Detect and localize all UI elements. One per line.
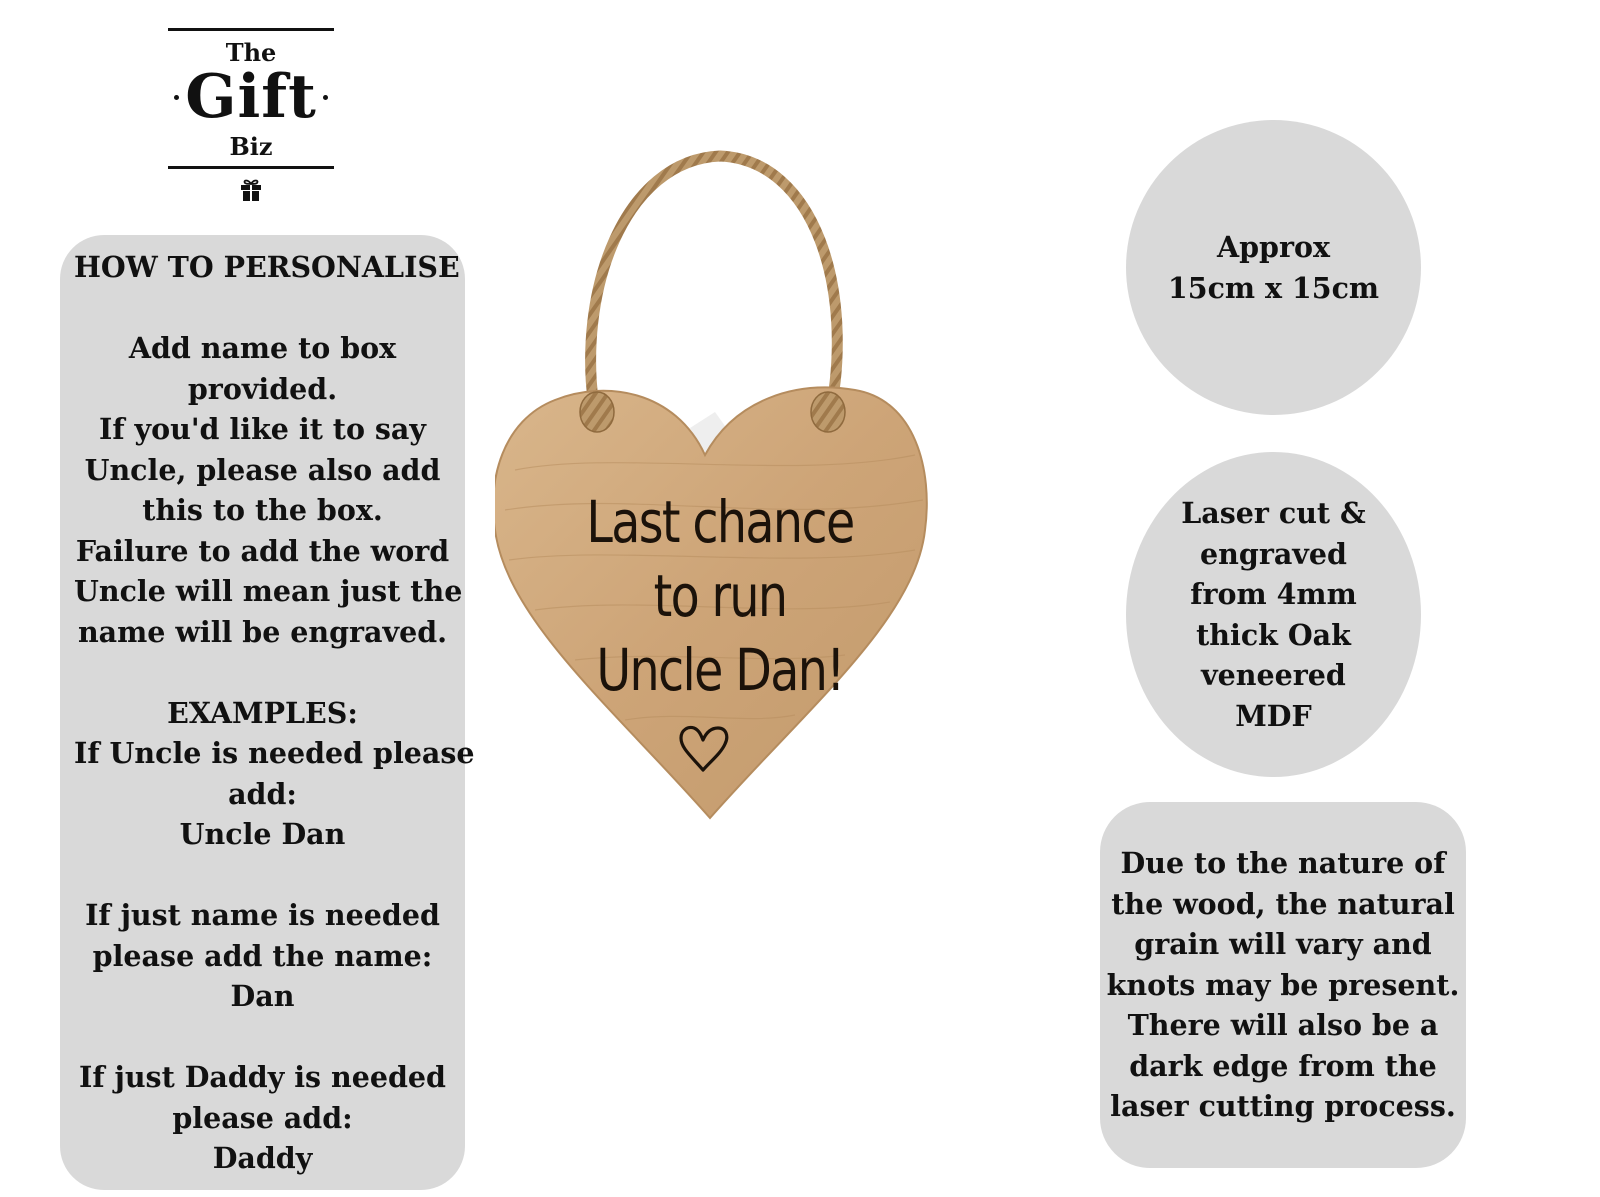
wood-note-line: Due to the nature of	[1120, 846, 1446, 881]
instruction-line: If you'd like it to say	[99, 412, 426, 446]
example-value: Dan	[230, 979, 295, 1013]
example-line: If just Daddy is needed	[79, 1060, 446, 1094]
personalise-instructions-panel	[60, 235, 475, 1190]
instruction-line: provided.	[187, 371, 338, 406]
wood-note-line: There will also be a	[1127, 1008, 1439, 1043]
material-line: MDF	[1235, 698, 1312, 733]
logo-right-dot	[323, 95, 328, 100]
gift-box-icon	[240, 178, 262, 202]
size-info-circle	[1126, 120, 1421, 415]
logo-word-gift: Gift	[185, 62, 317, 132]
example-line: add:	[228, 776, 297, 811]
size-line: Approx	[1217, 230, 1330, 264]
instruction-line: Failure to add the word	[75, 533, 450, 568]
logo-word-the: The	[225, 38, 277, 67]
instruction-line: Uncle, please also add	[84, 452, 441, 487]
instruction-line: name will be engraved.	[77, 614, 448, 649]
logo-left-dot	[174, 95, 179, 100]
engraving-line: to run	[653, 562, 787, 630]
instruction-line: Add name to box	[128, 331, 397, 365]
example-value: Uncle Dan	[179, 817, 346, 851]
spacer	[74, 1017, 451, 1058]
instruction-line: this to the box.	[142, 493, 383, 527]
wood-note-line: laser cutting process.	[1110, 1089, 1456, 1124]
material-line: from 4mm	[1190, 577, 1357, 611]
example-line: If just name is needed	[85, 898, 440, 932]
hanging-rope	[591, 156, 838, 415]
logo-bottom-rule	[168, 166, 334, 169]
instruction-line: Uncle will mean just the	[74, 574, 463, 608]
material-line: Laser cut &	[1181, 496, 1366, 530]
brand-logo	[168, 28, 334, 204]
wood-note-line: the wood, the natural	[1111, 886, 1455, 921]
logo-gift-row	[168, 64, 334, 130]
wood-grain-note-panel	[1100, 802, 1466, 1168]
material-line: engraved	[1200, 536, 1347, 571]
size-line: 15cm x 15cm	[1167, 270, 1380, 305]
example-value: Daddy	[212, 1141, 313, 1175]
example-line: If Uncle is needed please	[74, 736, 475, 770]
example-line: please add the name:	[92, 938, 433, 973]
examples-heading: EXAMPLES:	[167, 695, 358, 730]
heart-plaque-product	[495, 150, 945, 850]
panel-heading: HOW TO PERSONALISE	[74, 250, 460, 284]
logo-word-biz: Biz	[229, 132, 273, 161]
engraving-line: Last chance	[586, 488, 854, 556]
logo-top-rule	[168, 28, 334, 31]
engraved-message	[585, 485, 856, 707]
spacer	[74, 652, 451, 693]
material-line: thick Oak	[1196, 617, 1351, 652]
engraving-line: Uncle Dan!	[596, 636, 844, 704]
material-line: veneered	[1201, 658, 1346, 692]
material-info-circle	[1126, 452, 1421, 777]
wood-note-line: grain will vary and	[1134, 927, 1432, 962]
wood-note-line: dark edge from the	[1129, 1048, 1437, 1083]
spacer	[74, 855, 451, 896]
wood-note-line: knots may be present.	[1106, 967, 1460, 1002]
example-line: please add:	[172, 1100, 353, 1135]
spacer	[74, 288, 451, 329]
